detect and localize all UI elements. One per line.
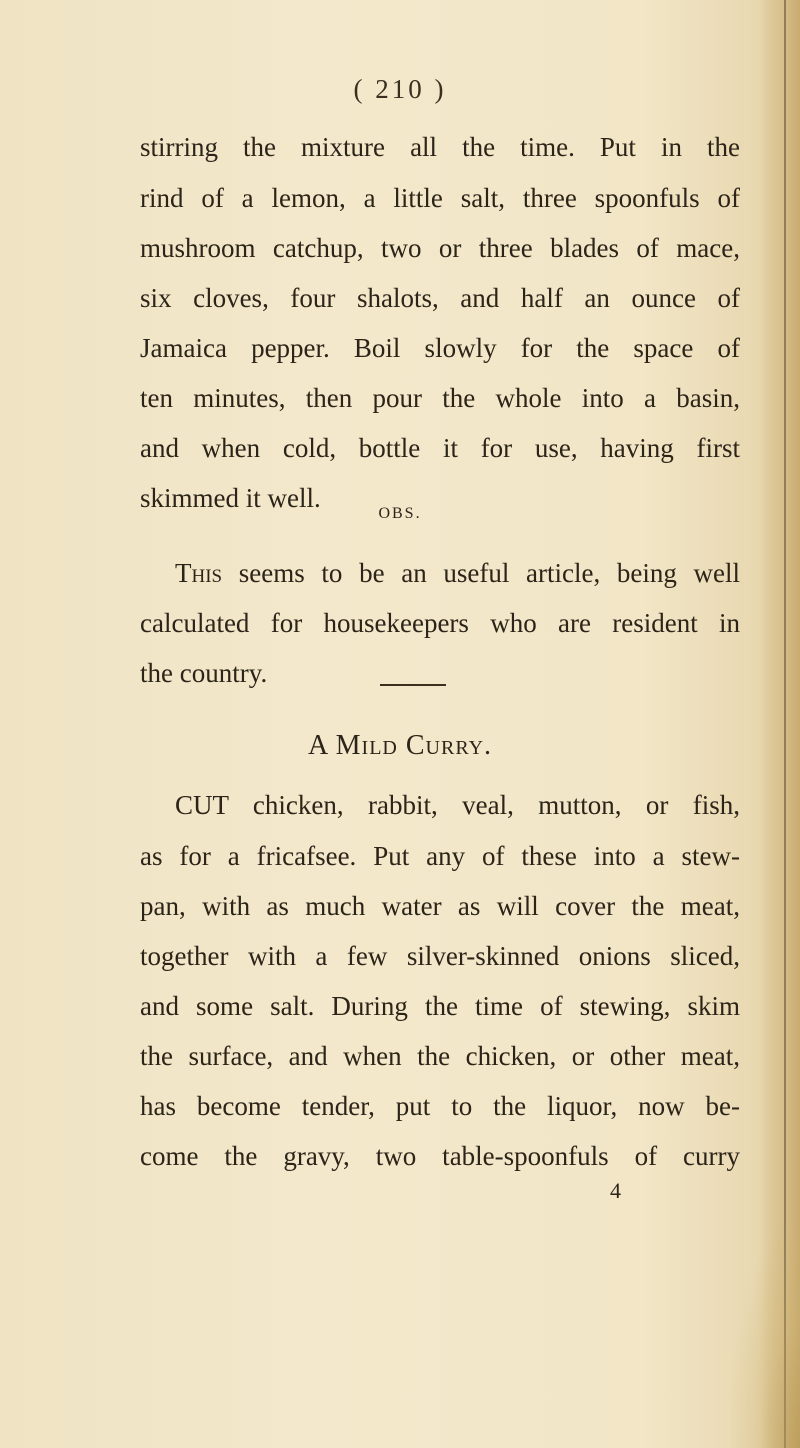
paragraph-line: six cloves, four shalots, and half an ounce of (140, 283, 740, 313)
obs-line: the country. (140, 658, 268, 688)
obs-line (175, 550, 740, 596)
paragraph-line: rind of a lemon, a little salt, three spoonfuls of (140, 183, 740, 213)
recipe-title: A Mild Curry. (307, 730, 493, 761)
recipe-line: as for a fricafsee. Put any of these into a stew- (140, 841, 740, 871)
paragraph-line: and when cold, bottle it for use, having first (140, 433, 740, 463)
page-number: ( 210 ) (353, 74, 447, 104)
obs-heading: OBS. (378, 505, 422, 522)
recipe-line: pan, with as much water as will cover the meat, (140, 891, 740, 921)
section-rule (380, 684, 446, 686)
paragraph-line: ten minutes, then pour the whole into a basin, (140, 383, 740, 413)
paragraph-line: skimmed it well. (140, 483, 321, 513)
recipe-line: together with a few silver-skinned onions sliced, (140, 941, 740, 971)
recipe-first-word: CUT (175, 790, 229, 820)
obs-line-rest: seems to be an useful article, being well (222, 558, 740, 588)
recipe-line: come the gravy, two table-spoonfuls of curry (140, 1141, 740, 1171)
page-stain (730, 1228, 800, 1448)
obs-first-word: This (175, 558, 223, 588)
obs-line: calculated for housekeepers who are resident in (140, 608, 740, 638)
paragraph-line: stirring the mixture all the time. Put in the (140, 132, 740, 162)
paragraph-line: mushroom catchup, two or three blades of mace, (140, 233, 740, 263)
recipe-line (175, 782, 740, 828)
recipe-line: has become tender, put to the liquor, now be- (140, 1091, 740, 1121)
recipe-line-rest: chicken, rabbit, veal, mutton, or fish, (228, 790, 740, 820)
catchword: 4 (610, 1178, 621, 1203)
recipe-line: the surface, and when the chicken, or other meat, (140, 1041, 740, 1071)
recipe-line: and some salt. During the time of stewing, skim (140, 991, 740, 1021)
paragraph-line: Jamaica pepper. Boil slowly for the space of (140, 333, 740, 363)
